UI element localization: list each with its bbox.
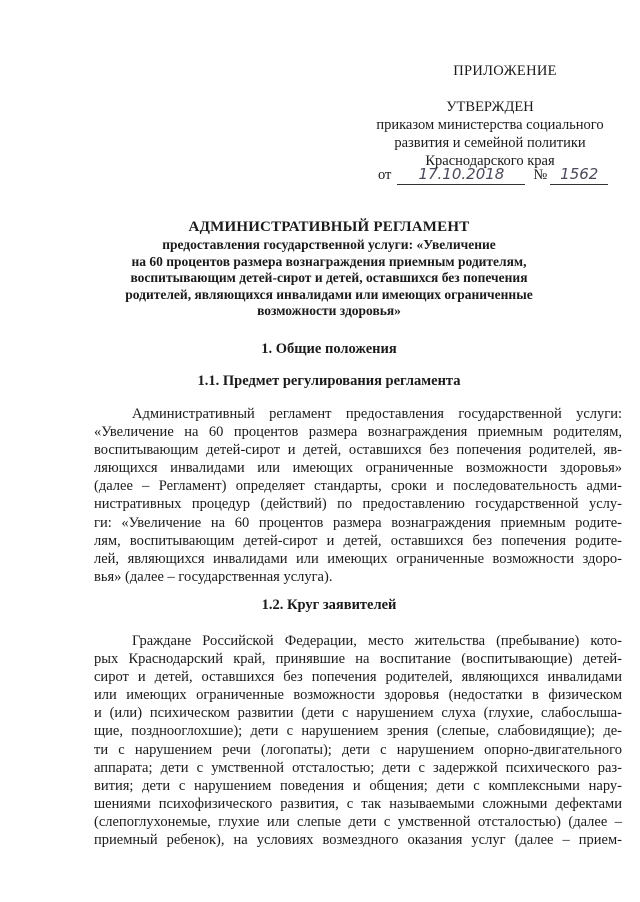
approval-line: развития и семейной политики xyxy=(394,135,586,151)
paragraph-subject xyxy=(94,405,622,586)
approved-label: УТВЕРЖДЕН xyxy=(446,99,534,115)
title-main: АДМИНИСТРАТИВНЫЙ РЕГЛАМЕНТ xyxy=(188,219,470,235)
text-line: шениями психофизического развития, с так называемыми сложными дефектами xyxy=(94,795,622,812)
text-line: сирот и детей, оставшихся без попечения родителей, являющихся инвалидами xyxy=(94,669,622,686)
order-number-label: № xyxy=(533,167,548,183)
text-line: «Увеличение на 60 процентов размера вознаграждения приемным родителям, xyxy=(94,424,622,441)
text-line: вития; дети с нарушением поведения и общения; дети с комплексными нару- xyxy=(94,777,622,794)
section-heading-general: 1. Общие положения xyxy=(261,341,397,357)
approval-line: Краснодарского края xyxy=(425,153,555,169)
title-sub-line: возможности здоровья» xyxy=(257,303,401,319)
text-line: Граждане Российской Федерации, место жительства (пребывание) кото- xyxy=(132,633,622,649)
text-line: (далее – Регламент) определяет стандарты, сроки и последовательность адми- xyxy=(94,478,622,495)
order-date-handwritten: 17.10.2018 xyxy=(397,164,525,185)
section-heading-subject: 1.1. Предмет регулирования регламента xyxy=(197,373,461,389)
annex-label: ПРИЛОЖЕНИЕ xyxy=(453,63,557,79)
text-line: нистративных процедур (действий) по предоставлению государственной услу- xyxy=(94,496,622,513)
text-line: или имеющих ограниченные возможности здоровья (недостатки в физическом xyxy=(94,687,622,704)
text-line: вья» (далее – государственная услуга). xyxy=(94,568,333,585)
text-line: приемный ребенок), на условиях возмездного оказания услуг (далее – прием- xyxy=(94,832,622,849)
text-line: ги: «Увеличение на 60 процентов размера вознаграждения приемным родите- xyxy=(94,514,622,531)
text-line: рых Краснодарский край, принявшие на воспитание (воспитывающие) детей- xyxy=(94,651,622,668)
text-line: щие, позднооглохшие); дети с нарушением зрения (слепые, слабовидящие); де- xyxy=(94,723,622,740)
text-line: Административный регламент предоставления государственной услуги: xyxy=(132,406,622,422)
approval-block xyxy=(360,62,620,170)
order-number-handwritten: 1562 xyxy=(550,164,608,185)
text-line: ти с нарушением речи (логопаты); дети с нарушением опорно-двигательного xyxy=(94,741,622,758)
title-sub-line: родителей, являющихся инвалидами или имеющих ограниченные xyxy=(125,286,533,302)
text-line: ляющихся инвалидами или имеющих ограниченные возможности здоровья» xyxy=(94,460,622,477)
section-heading-applicants: 1.2. Круг заявителей xyxy=(261,597,397,613)
text-line: аппарата; дети с умственной отсталостью; дети с задержкой психического раз- xyxy=(94,759,622,776)
title-sub-line: на 60 процентов размера вознаграждения приемным родителям, xyxy=(131,253,527,269)
text-line: и (или) психическом развитии (дети с нарушением слуха (глухие, слабослыша- xyxy=(94,705,622,722)
title-sub-line: воспитывающим детей-сирот и детей, оставшихся без попечения xyxy=(130,270,528,286)
title-sub-line: предоставления государственной услуги: «Увеличение xyxy=(162,237,496,252)
paragraph-applicants xyxy=(94,632,622,849)
approval-line: приказом министерства социального xyxy=(376,117,604,133)
order-from-label: от xyxy=(378,167,392,183)
order-reference xyxy=(378,164,608,185)
document-title xyxy=(60,218,598,320)
text-line: лей, являющихся инвалидами или имеющих ограниченные возможности здоро- xyxy=(94,550,622,567)
text-line: лям, воспитывающим детей-сирот и детей, оставшихся без попечения родите- xyxy=(94,532,622,549)
text-line: (слепоглухонемые, глухие или слепые дети с умственной отсталостью) (далее – xyxy=(94,813,622,830)
text-line: воспитывающим детей-сирот и детей, оставшихся без попечения родителей, яв- xyxy=(94,442,622,459)
